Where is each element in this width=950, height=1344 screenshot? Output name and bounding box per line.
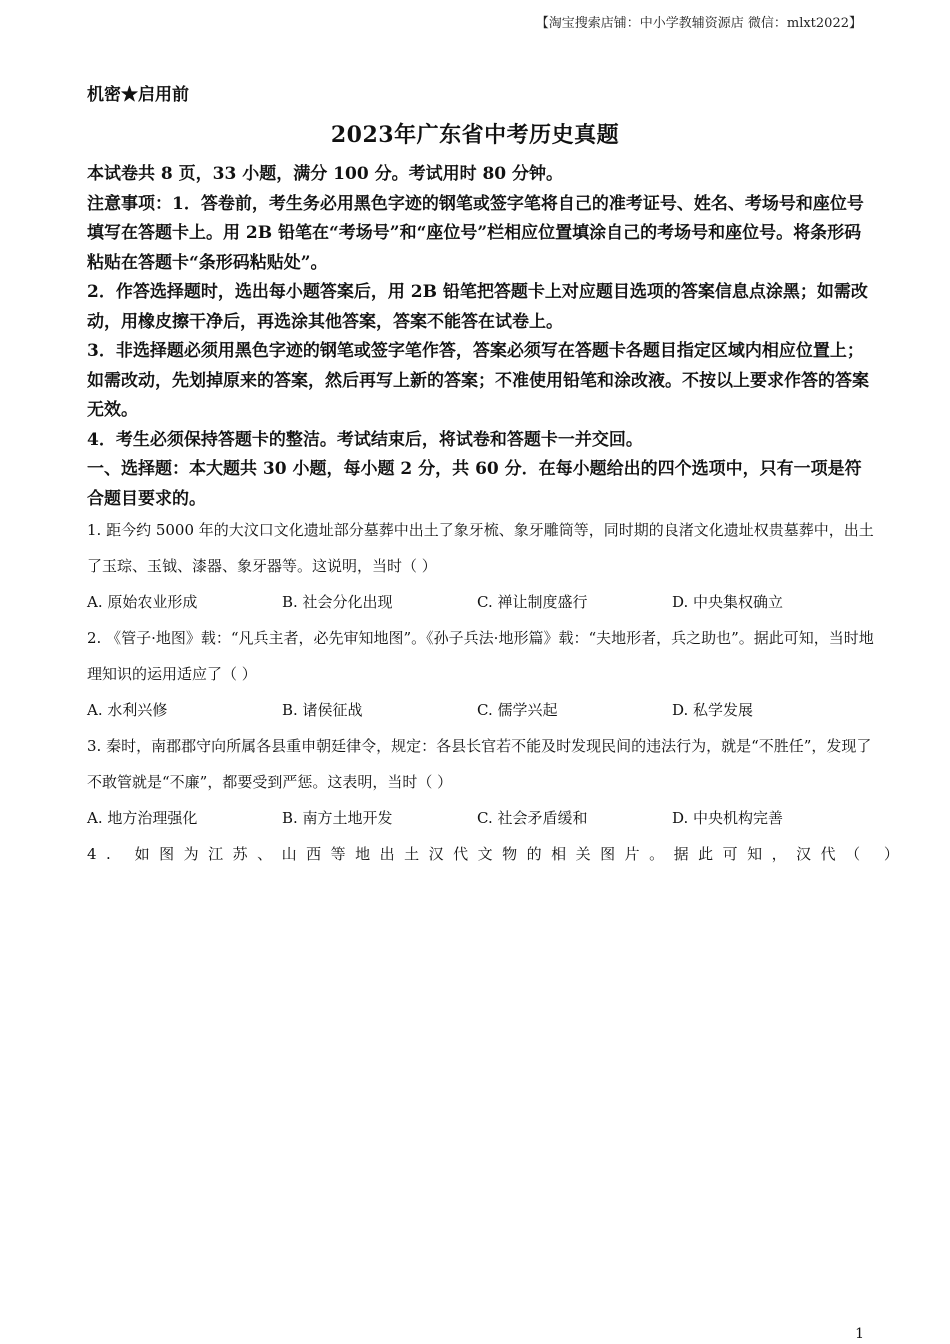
notice-item-4: 4．考生必须保持答题卡的整洁。考试结束后，将试卷和答题卡一并交回。 <box>87 429 643 450</box>
question-stem: 3. 秦时，南郡郡守向所属各县重申朝廷律令，规定：各县长官若不能及时发现民间的违法行为，就是“不胜任”，发现了不敢管就是“不廉”，都要受到严惩。这表明，当时（ ） <box>87 737 872 791</box>
option-a: A. 原始农业形成 <box>87 593 198 611</box>
notice-item-2: 2．作答选择题时，选出每小题答案后，用 2B 铅笔把答题卡上对应题目选项的答案信息点涂黑；如需改动，用橡皮擦干净后，再选涂其他答案，答案不能答在试卷上。 <box>87 282 868 332</box>
shop-note-header: 【淘宝搜索店铺：中小学教辅资源店 微信：mlxt2022】 <box>535 16 862 31</box>
notice-item-3: 3．非选择题必须用黑色字迹的钢笔或签字笔作答，答案必须写在答题卡各题目指定区域内相应位置上；如需改动，先划掉原来的答案，然后再写上新的答案；不准使用铅笔和涂改液。不按以上要求作答的答案无效。 <box>87 341 869 420</box>
question-1 <box>87 512 877 620</box>
option-b: B. 社会分化出现 <box>282 593 393 611</box>
option-d: D. 中央集权确立 <box>672 593 784 611</box>
exam-title: 2023年广东省中考历史真题 <box>330 122 620 148</box>
exam-intro: 本试卷共 8 页，33 小题，满分 100 分。考试用时 80 分钟。 <box>87 164 564 184</box>
page-number: 1 <box>855 1326 864 1342</box>
question-options <box>87 692 877 728</box>
option-a: A. 地方治理强化 <box>87 809 198 827</box>
question-stem: 1. 距今约 5000 年的大汶口文化遗址部分墓葬中出土了象牙梳、象牙雕筒等，同时期的良渚文化遗址权贵墓葬中，出土了玉琮、玉钺、漆器、象牙器等。这说明，当时（ ） <box>87 521 874 575</box>
question-stem: 4. 如图为江苏、山西等地出土汉代文物的相关图片。据此可知，汉代（ ） <box>87 845 909 863</box>
question-2 <box>87 620 877 728</box>
question-options <box>87 584 877 620</box>
question-3 <box>87 728 877 836</box>
exam-instructions <box>87 160 877 514</box>
confidential-label: 机密★启用前 <box>87 85 189 105</box>
question-options <box>87 800 877 836</box>
option-c: C. 社会矛盾缓和 <box>477 809 588 827</box>
option-b: B. 南方土地开发 <box>282 809 393 827</box>
question-stem: 2. 《管子·地图》载：“凡兵主者，必先审知地图”。《孙子兵法·地形篇》载：“夫地形者，兵之助也”。据此可知，当时地理知识的运用适应了（ ） <box>87 629 874 683</box>
question-4 <box>87 836 909 872</box>
option-d: D. 私学发展 <box>672 701 754 719</box>
section-heading: 一、选择题：本大题共 30 小题，每小题 2 分，共 60 分．在每小题给出的四个选项中，只有一项是符合题目要求的。 <box>87 459 862 509</box>
option-c: C. 禅让制度盛行 <box>477 593 588 611</box>
option-a: A. 水利兴修 <box>87 701 168 719</box>
option-d: D. 中央机构完善 <box>672 809 784 827</box>
notice-item-1: 注意事项：1．答卷前，考生务必用黑色字迹的钢笔或签字笔将自己的准考证号、姓名、考场号和座位号填写在答题卡上。用 2B 铅笔在“考场号”和“座位号”栏相应位置填涂自己的考场号和座位号。将条形码粘贴在答题卡“条形码粘贴处”。 <box>87 193 864 273</box>
option-b: B. 诸侯征战 <box>282 701 363 719</box>
question-list <box>87 512 909 872</box>
option-c: C. 儒学兴起 <box>477 701 558 719</box>
